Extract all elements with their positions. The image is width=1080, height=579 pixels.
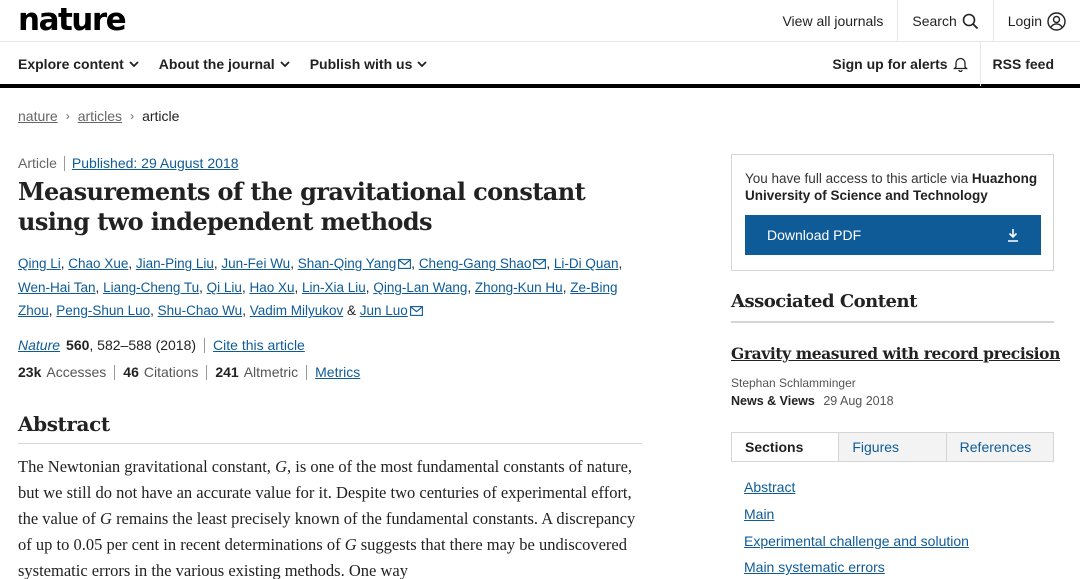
altmetric-label: Altmetric (243, 364, 299, 380)
sidebar-tabs (731, 432, 1054, 462)
pages: , 582–588 (2018) (89, 337, 197, 353)
associated-author: Stephan Schlamminger (731, 376, 856, 390)
article-type: Article (18, 155, 57, 171)
volume: 560 (66, 337, 90, 353)
login-label: Login (1007, 13, 1042, 29)
author-link[interactable]: Shan-Qing Yang (297, 256, 397, 271)
author-link[interactable]: Vadim Milyukov (249, 303, 344, 318)
author-link[interactable]: Peng-Shun Luo (56, 303, 151, 318)
abstract-part: , is one of the most fundamental constants of nature, but we still do not have an accurate value for it. Despite two centuries of experimental effort, the value of (18, 457, 633, 528)
section-link-abstract[interactable]: Abstract (744, 479, 796, 495)
divider (114, 365, 115, 380)
journal-link[interactable]: Nature (18, 337, 61, 353)
author-link[interactable]: Qing Li (18, 256, 61, 271)
author-link[interactable]: Lin-Xia Liu (302, 280, 366, 295)
chevron-down-icon (417, 61, 427, 68)
explore-content-menu[interactable] (18, 56, 139, 72)
about-journal-label: About the journal (158, 56, 275, 72)
top-links (768, 0, 1080, 42)
view-all-journals-link[interactable] (768, 0, 897, 42)
cite-article-link[interactable]: Cite this article (213, 337, 305, 353)
article-meta (18, 155, 238, 171)
citations-count: 46 (123, 364, 139, 380)
main-nav (0, 42, 1080, 88)
explore-content-label: Explore content (18, 56, 124, 72)
symbol-g: G (344, 535, 357, 554)
section-link-systematic-errors[interactable]: Main systematic errors (744, 559, 885, 576)
mail-icon[interactable] (533, 253, 546, 276)
author-link[interactable]: Jun-Fei Wu (221, 256, 291, 271)
metrics-line (18, 364, 360, 380)
nature-logo[interactable]: nature (18, 2, 126, 38)
divider (64, 156, 65, 171)
divider (206, 365, 207, 380)
divider (204, 338, 205, 353)
author-link[interactable]: Shu-Chao Wu (157, 303, 243, 318)
rss-feed-label: RSS feed (992, 56, 1054, 72)
nav-right (820, 42, 1080, 86)
author-link[interactable]: Hao Xu (249, 280, 295, 295)
search-label: Search (912, 13, 957, 29)
publish-with-us-label: Publish with us (309, 56, 413, 72)
abstract-heading: Abstract (18, 412, 642, 444)
chevron-down-icon (129, 61, 139, 68)
abstract-part: suggests that there may be undiscovered systematic errors in the various existing methods. One way (18, 535, 627, 579)
abstract-part: The Newtonian gravitational constant, (18, 457, 276, 476)
author-link[interactable]: Li-Di Quan (553, 256, 619, 271)
author-link[interactable]: Zhong-Kun Hu (474, 280, 563, 295)
published-date-link[interactable]: Published: 29 August 2018 (71, 155, 239, 171)
symbol-g: G (275, 457, 287, 476)
author-list: Qing Li, Chao Xue, Jian-Ping Liu, Jun-Fei Wu, Shan-Qing Yang , Cheng-Gang Shao , Li-Di Quan, Wen-Hai Tan, Liang-Cheng Tu, Qi Liu, Hao Xu, Lin-Xia Liu, Qing-Lan Wang, Zhong-Kun Hu, Ze-Bing Zhou, Peng-Shun Luo, Shu-Chao Wu, Vadim Milyukov & Jun Luo (18, 252, 646, 323)
tab-references[interactable]: References (946, 433, 1053, 461)
citation-line (18, 337, 305, 353)
associated-date: 29 Aug 2018 (823, 394, 894, 408)
citations-label: Citations (143, 364, 199, 380)
login-button[interactable] (993, 0, 1080, 42)
sign-up-alerts-label: Sign up for alerts (832, 56, 948, 72)
user-icon (1047, 12, 1066, 31)
breadcrumb-current: article (142, 108, 180, 124)
chevron-right-icon: › (130, 109, 135, 123)
view-all-journals-label: View all journals (782, 13, 884, 29)
accesses-label: Accesses (46, 364, 107, 380)
publish-with-us-menu[interactable] (310, 56, 428, 72)
author-link[interactable]: Cheng-Gang Shao (418, 256, 532, 271)
author-link[interactable]: Liang-Cheng Tu (103, 280, 200, 295)
abstract-text (18, 454, 643, 579)
rss-feed-link[interactable] (980, 42, 1080, 86)
author-link[interactable]: Jian-Ping Liu (135, 256, 214, 271)
breadcrumb (18, 108, 179, 124)
divider (306, 365, 307, 380)
symbol-g: G (100, 509, 112, 528)
author-link[interactable]: Qing-Lan Wang (373, 280, 468, 295)
access-message (745, 170, 1045, 204)
about-journal-menu[interactable] (159, 56, 290, 72)
breadcrumb-articles[interactable]: articles (77, 108, 123, 124)
download-icon (1007, 228, 1019, 242)
mail-icon[interactable] (398, 253, 411, 276)
top-bar (0, 0, 1080, 42)
author-link[interactable]: Qi Liu (206, 280, 242, 295)
institution-name: Huazhong University of Science and Technology (745, 171, 1038, 203)
associated-content-heading: Associated Content (731, 291, 1054, 323)
mail-icon[interactable] (410, 300, 423, 323)
author-link[interactable]: Jun Luo (359, 303, 408, 318)
nav-left (18, 42, 427, 86)
associated-meta (731, 394, 894, 408)
sections-list (744, 474, 969, 579)
associated-type: News & Views (731, 394, 815, 408)
accesses-count: 23k (18, 364, 42, 380)
tab-sections[interactable]: Sections (732, 433, 838, 461)
section-link-experimental-challenge[interactable]: Experimental challenge and solution (744, 532, 969, 549)
author-link[interactable]: Wen-Hai Tan (18, 280, 96, 295)
download-pdf-button[interactable] (745, 215, 1041, 255)
chevron-down-icon (280, 61, 290, 68)
breadcrumb-nature[interactable]: nature (18, 108, 58, 124)
associated-article-link[interactable]: Gravity measured with record precision (731, 344, 1060, 363)
sign-up-alerts-button[interactable] (820, 42, 979, 86)
search-icon (962, 13, 979, 30)
search-button[interactable] (897, 0, 992, 42)
access-box (731, 154, 1054, 271)
metrics-link[interactable]: Metrics (315, 364, 361, 380)
download-pdf-label: Download PDF (767, 227, 862, 243)
bell-icon (953, 56, 968, 72)
tab-figures[interactable]: Figures (838, 433, 945, 461)
altmetric-count: 241 (215, 364, 239, 380)
abstract-part: remains the least precisely known of the fundamental constants. A discrepancy of up to 0.05 per cent in recent determinations of (18, 509, 636, 554)
author-link[interactable]: Ze-Bing Zhou (18, 280, 618, 318)
author-link[interactable]: Chao Xue (68, 256, 129, 271)
chevron-right-icon: › (65, 109, 70, 123)
access-prefix: You have full access to this article via (745, 171, 972, 186)
section-link-main[interactable]: Main (744, 505, 775, 522)
article-title: Measurements of the gravitational constant using two independent methods (18, 177, 586, 236)
